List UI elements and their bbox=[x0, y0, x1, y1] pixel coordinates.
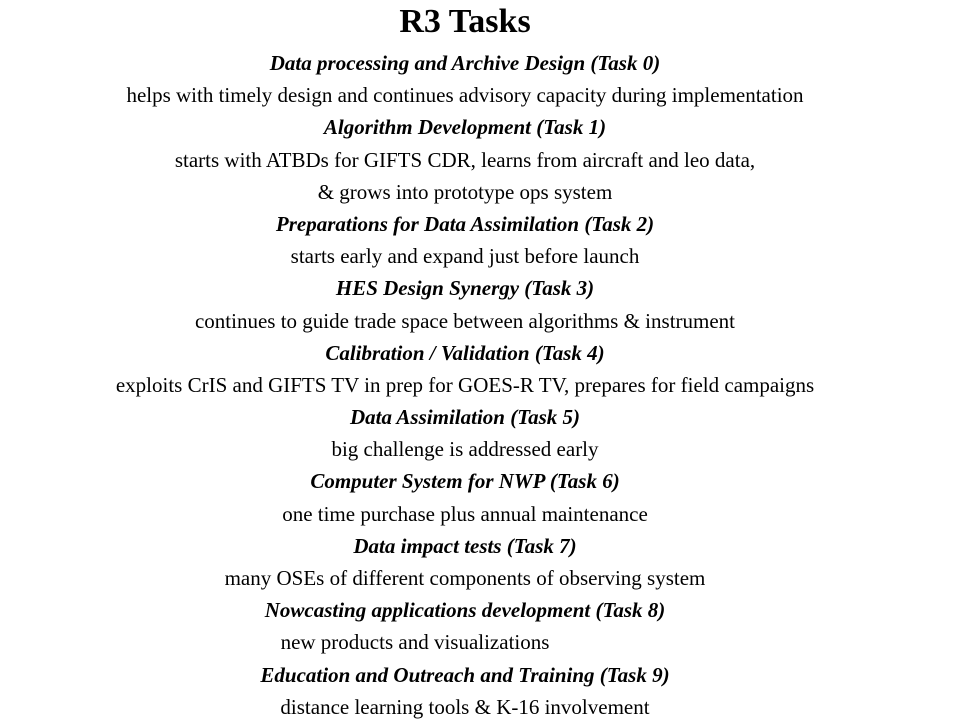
task-0-description: helps with timely design and continues advisory capacity during implementation bbox=[126, 83, 804, 108]
task-1-heading: Algorithm Development (Task 1) bbox=[323, 115, 607, 140]
task-1-description-line-1: starts with ATBDs for GIFTS CDR, learns from aircraft and leo data, bbox=[174, 147, 756, 172]
task-4-heading: Calibration / Validation (Task 4) bbox=[325, 340, 605, 365]
task-6-description: one time purchase plus annual maintenance bbox=[282, 501, 648, 526]
task-0-heading: Data processing and Archive Design (Task 0) bbox=[269, 51, 661, 75]
task-9-heading: Education and Outreach and Training (Task 9) bbox=[260, 662, 670, 687]
slide-title: R3 Tasks bbox=[399, 3, 531, 40]
task-5-description: big challenge is addressed early bbox=[331, 437, 599, 462]
task-2-description: starts early and expand just before launch bbox=[290, 244, 640, 269]
task-5-heading: Data Assimilation (Task 5) bbox=[349, 405, 581, 430]
task-4-description: exploits CrIS and GIFTS TV in prep for GOES-R TV, prepares for field campaigns bbox=[115, 372, 815, 397]
task-list bbox=[0, 47, 930, 723]
task-3-heading: HES Design Synergy (Task 3) bbox=[335, 276, 595, 301]
task-7-heading: Data impact tests (Task 7) bbox=[353, 533, 577, 558]
task-3-description: continues to guide trade space between algorithms & instrument bbox=[194, 308, 736, 333]
task-8-heading: Nowcasting applications development (Task 8) bbox=[264, 598, 666, 623]
task-9-description: distance learning tools & K-16 involvement bbox=[280, 694, 650, 719]
task-6-heading: Computer System for NWP (Task 6) bbox=[310, 469, 620, 494]
task-8-description: new products and visualizations bbox=[280, 630, 550, 655]
task-7-description: many OSEs of different components of observing system bbox=[224, 566, 706, 590]
task-1-description-line-2: & grows into prototype ops system bbox=[317, 179, 613, 204]
task-2-heading: Preparations for Data Assimilation (Task 2) bbox=[275, 211, 655, 236]
